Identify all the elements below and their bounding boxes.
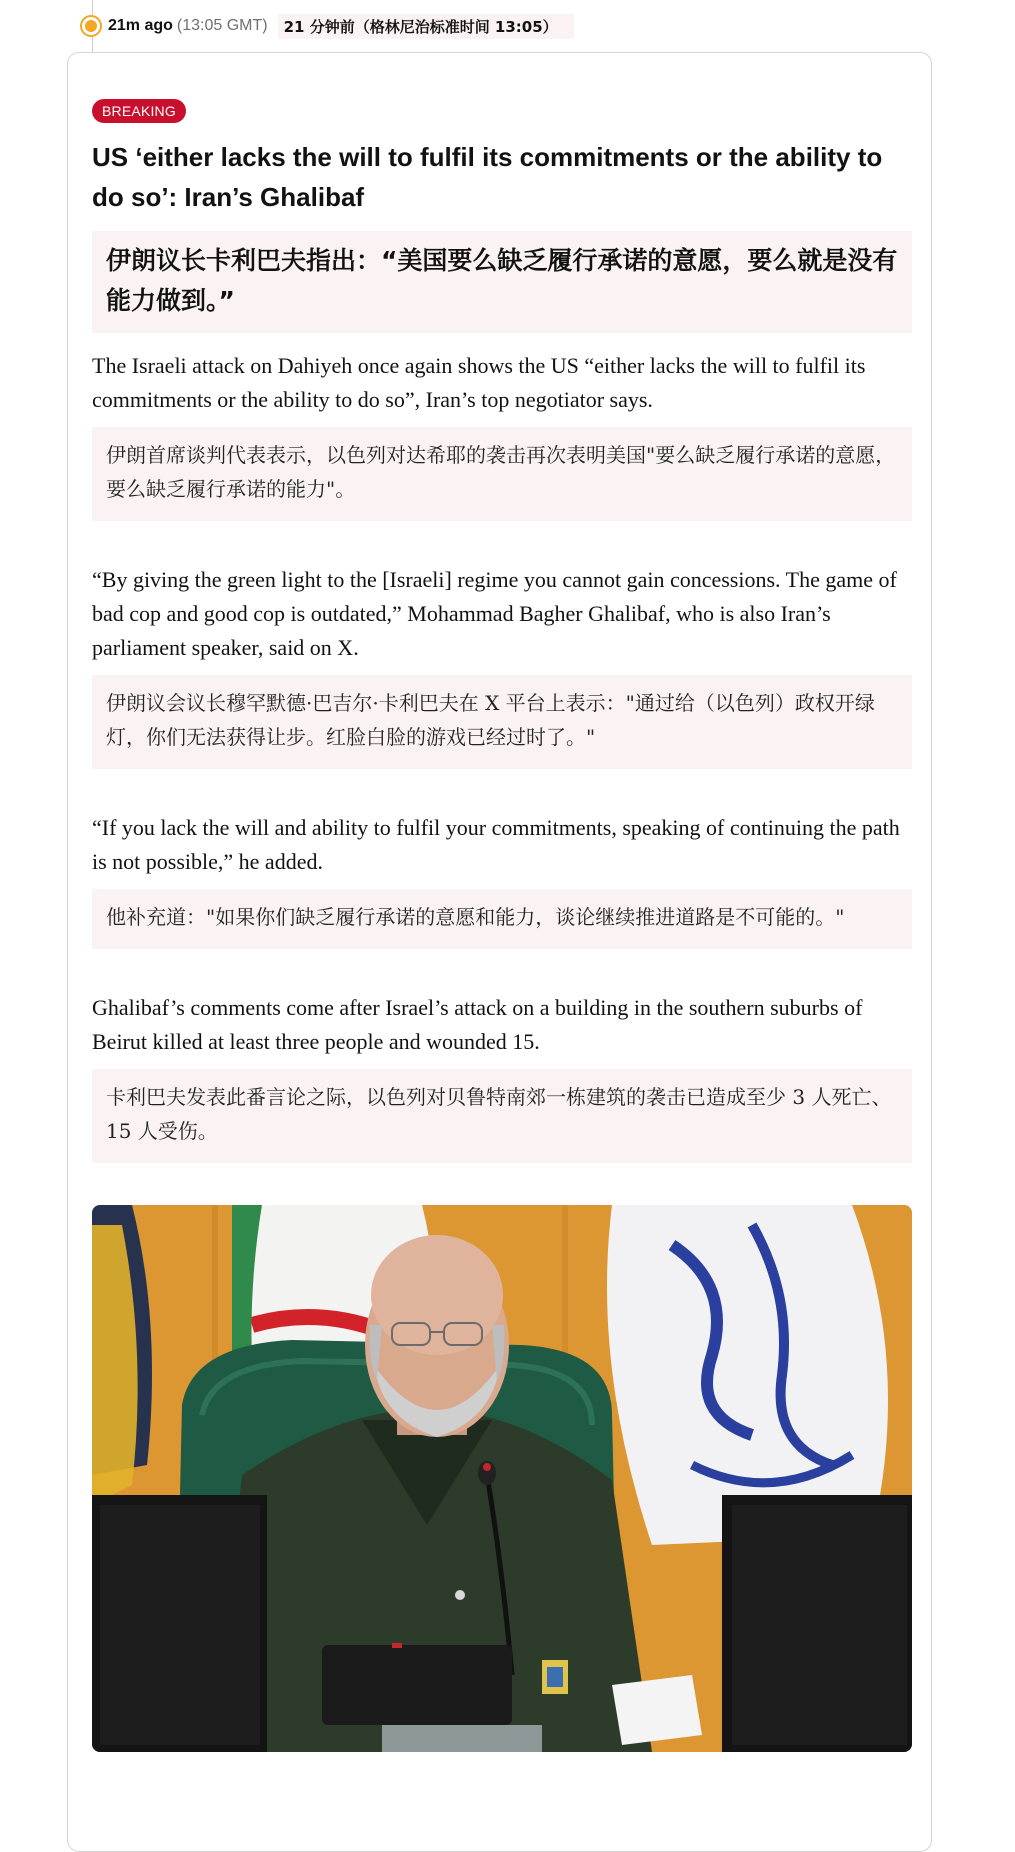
paragraph-translation: 伊朗议会议长穆罕默德·巴吉尔·卡利巴夫在 X 平台上表示："通过给（以色列）政权开绿灯，你们无法获得让步。红脸白脸的游戏已经过时了。" bbox=[92, 675, 912, 769]
paragraph: The Israeli attack on Dahiyeh once again shows the US “either lacks the will to fulfil its commitments or the ability to do so”, Iran’s top negotiator says. bbox=[92, 353, 866, 412]
time-translation: 21 分钟前（格林尼治标准时间 13:05） bbox=[278, 14, 574, 39]
breaking-badge: BREAKING bbox=[92, 99, 186, 123]
paragraph: “By giving the green light to the [Israeli] regime you cannot gain concessions. The game of bad cop and good cop is outdated,” Mohammad Bagher Ghalibaf, who is also Iran’s parliament speaker, said on X. bbox=[92, 567, 897, 660]
live-indicator-icon bbox=[80, 15, 102, 37]
speaker-photo[interactable] bbox=[92, 1205, 912, 1752]
paragraph-translation: 伊朗首席谈判代表表示，以色列对达希耶的袭击再次表明美国"要么缺乏履行承诺的意愿，要么缺乏履行承诺的能力"。 bbox=[92, 427, 912, 521]
post-headline-translation: 伊朗议长卡利巴夫指出：“美国要么缺乏履行承诺的意愿，要么就是没有能力做到。” bbox=[92, 231, 912, 333]
time-ago: 21m ago bbox=[108, 17, 173, 34]
paragraph-translation: 他补充道："如果你们缺乏履行承诺的意愿和能力，谈论继续推进道路是不可能的。" bbox=[92, 889, 912, 949]
post-headline: US ‘either lacks the will to fulfil its commitments or the ability to do so’: Iran’s Ghalibaf bbox=[92, 142, 883, 212]
paragraph-translation: 卡利巴夫发表此番言论之际，以色列对贝鲁特南郊一栋建筑的袭击已造成至少 3 人死亡、15 人受伤。 bbox=[92, 1069, 912, 1163]
post-timestamp bbox=[80, 14, 574, 38]
time-gmt: (13:05 GMT) bbox=[176, 17, 268, 34]
paragraph: Ghalibaf’s comments come after Israel’s attack on a building in the southern suburbs of Beirut killed at least three people and wounded 15. bbox=[92, 995, 863, 1054]
paragraph: “If you lack the will and ability to fulfil your commitments, speaking of continuing the path is not possible,” he added. bbox=[92, 815, 900, 874]
live-blog-post-card bbox=[67, 52, 932, 1852]
